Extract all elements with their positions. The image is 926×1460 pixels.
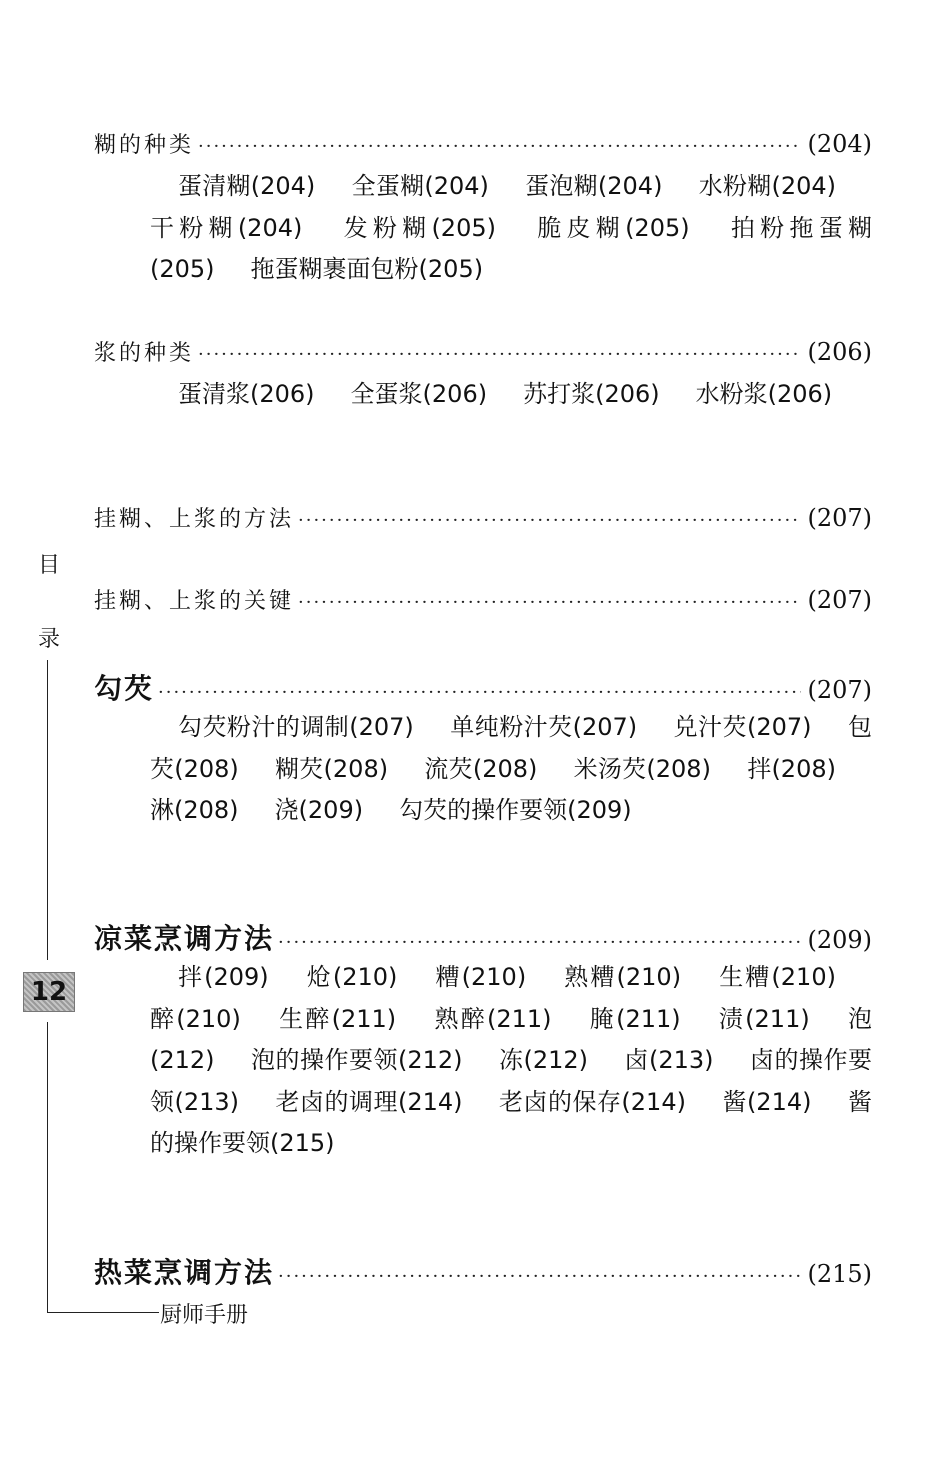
toc-subitems <box>150 374 872 416</box>
toc-subitem: 卤(213) <box>624 1046 714 1074</box>
toc-subitem: 熟糟(210) <box>562 963 682 991</box>
dot-leader <box>278 932 801 953</box>
toc-entry-title: 热菜烹调方法 <box>94 1256 275 1289</box>
toc-entry-title: 浆的种类 <box>94 341 195 366</box>
toc-subitem: 拖蛋糊裹面包粉(205) <box>250 255 484 283</box>
toc-entry[interactable] <box>94 336 872 367</box>
toc-subitem: 蛋清糊(204) <box>178 172 316 200</box>
toc-subitem: 兑汁芡(207) <box>673 713 812 741</box>
toc-subitem: 苏打浆(206) <box>523 380 660 408</box>
margin-rule-lower <box>47 1022 48 1313</box>
toc-subitem: 淋(208) <box>150 796 239 824</box>
toc-subitem: 脆皮糊(205) <box>531 213 690 242</box>
toc-subitem: 拌(209) <box>178 963 269 991</box>
toc-subitem: 渍(211) <box>716 1004 810 1033</box>
toc-subitem: 单纯粉汁芡(207) <box>449 713 638 741</box>
margin-rule-upper <box>47 660 48 960</box>
dot-leader <box>198 136 801 157</box>
toc-subitem: 包芡(208) <box>150 713 872 783</box>
toc-subitem: 老卤的调理(214) <box>275 1087 463 1116</box>
toc-entry[interactable] <box>94 667 872 707</box>
toc-entry-page: (215) <box>807 1260 872 1288</box>
toc-entry[interactable] <box>94 128 872 159</box>
dot-leader <box>298 592 801 613</box>
toc-subitem: 糊芡(208) <box>274 754 389 783</box>
toc-subitem: 生糟(210) <box>717 963 836 991</box>
toc-subitem: 蛋泡糊(204) <box>524 172 663 200</box>
dot-leader <box>158 682 801 703</box>
toc-entry-title: 勾芡 <box>94 672 155 705</box>
toc-subitem: 醉(210) <box>150 1004 241 1033</box>
toc-subitem: 全蛋糊(204) <box>351 172 489 200</box>
toc-subitem: 勾芡粉汁的调制(207) <box>178 713 414 741</box>
toc-subitem: 米汤芡(208) <box>573 754 711 783</box>
toc-entry-page: (206) <box>807 338 872 366</box>
dot-leader <box>198 344 801 365</box>
toc-entry-title: 凉菜烹调方法 <box>94 922 275 955</box>
dot-leader <box>278 1266 801 1287</box>
toc-subitem: 拌(208) <box>746 754 836 783</box>
toc-entry-page: (209) <box>807 926 872 954</box>
toc-subitem: 熟醉(211) <box>432 1004 552 1033</box>
toc-entry[interactable] <box>94 1251 872 1291</box>
toc-subitem: 冻(212) <box>498 1046 589 1074</box>
toc-subitem: 泡(212) <box>150 1004 872 1074</box>
toc-subitem: 泡的操作要领(212) <box>250 1046 463 1074</box>
toc-subitem: 水粉浆(206) <box>695 380 833 408</box>
toc-subitem: 酱(214) <box>721 1087 812 1116</box>
toc-subitems <box>150 957 872 1165</box>
toc-subitem: 生醉(211) <box>276 1004 397 1033</box>
footer-rule <box>47 1312 159 1313</box>
toc-entry-title: 挂糊、上浆的方法 <box>94 507 295 532</box>
toc-entry[interactable] <box>94 584 872 615</box>
toc-subitem: 流芡(208) <box>424 754 538 783</box>
toc-subitem: 酱的操作要领(215) <box>150 1087 872 1157</box>
toc-subitem: 水粉糊(204) <box>698 172 836 200</box>
toc-subitem: 老卤的保存(214) <box>498 1087 686 1116</box>
toc-subitem: 蛋清浆(206) <box>178 380 315 408</box>
toc-subitem: 勾芡的操作要领(209) <box>399 796 632 824</box>
page-number-badge: 12 <box>23 972 75 1012</box>
toc-subitem: 干粉糊(204) <box>150 213 303 242</box>
margin-char-lu: 录 <box>38 627 61 652</box>
toc-entry-page: (207) <box>807 504 872 532</box>
book-title: 厨师手册 <box>160 1303 249 1328</box>
toc-entry-title: 糊的种类 <box>94 133 195 158</box>
toc-subitem: 发粉糊(205) <box>338 213 496 242</box>
toc-subitem: 糟(210) <box>433 963 527 991</box>
toc-entry-page: (207) <box>807 586 872 614</box>
toc-entry[interactable] <box>94 917 872 957</box>
toc-entry-page: (207) <box>807 676 872 704</box>
toc-subitem: 卤的操作要领(213) <box>150 1046 872 1116</box>
toc-subitems <box>150 707 872 832</box>
toc-entry[interactable] <box>94 502 872 533</box>
toc-entry-page: (204) <box>807 130 872 158</box>
toc-subitem: 炝(210) <box>304 963 398 991</box>
toc-subitems <box>150 166 872 291</box>
dot-leader <box>298 510 801 531</box>
margin-char-mu: 目 <box>38 553 61 578</box>
toc-subitem: 腌(211) <box>587 1004 681 1033</box>
toc-subitem: 浇(209) <box>274 796 364 824</box>
toc-entry-title: 挂糊、上浆的关键 <box>94 589 295 614</box>
toc-subitem: 拍粉拖蛋糊(205) <box>150 213 872 283</box>
toc-subitem: 全蛋浆(206) <box>350 380 488 408</box>
